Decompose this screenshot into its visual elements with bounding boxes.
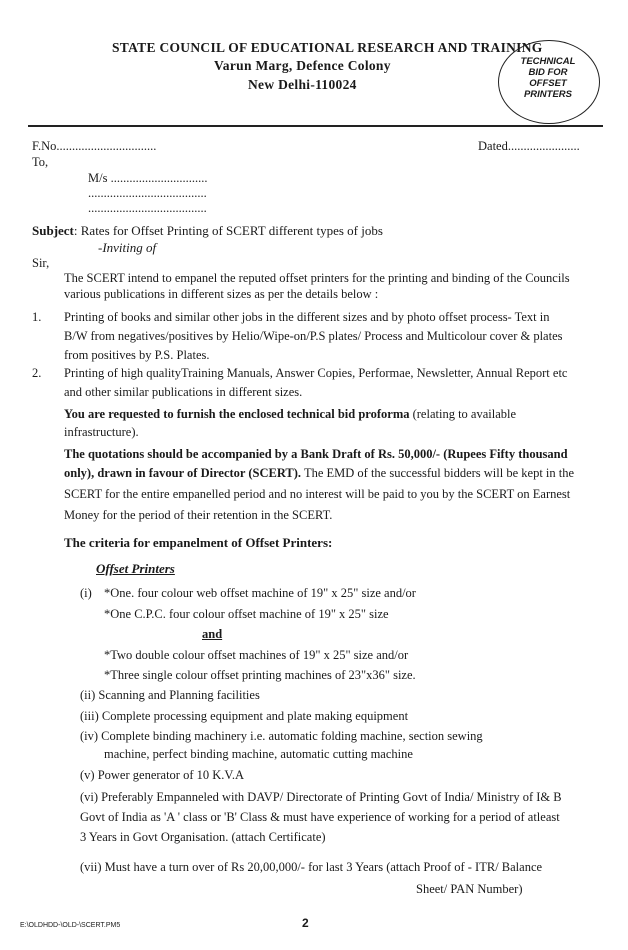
quotation-line-1: The quotations should be accompanied by a Bank Draft of Rs. 50,000/- (Rupees Fifty thousand — [64, 447, 568, 461]
subject-line: Subject: Rates for Offset Printing of SCERT different types of jobs — [32, 223, 383, 238]
to-label: To, — [32, 155, 49, 169]
file-path-footer: E:\OLDHDD-\OLD-\SCERT.PM5 — [20, 922, 121, 929]
criteria-vi-line-2: Govt of India as 'A ' class or 'B' Class & must have experience of working for a period of atleast — [80, 810, 560, 824]
criteria-vii-line-2: Sheet/ PAN Number) — [416, 882, 523, 896]
criteria-ii: (ii) Scanning and Planning facilities — [80, 688, 260, 702]
criteria-i-line-4: *Three single colour offset printing machines of 23"x36" size. — [104, 668, 416, 682]
criteria-vi-line-1: (vi) Preferably Empanneled with DAVP/ Directorate of Printing Govt of India/ Ministry of I& B — [80, 790, 562, 804]
subject-sub: -Inviting of — [98, 240, 157, 255]
request-line-1: You are requested to furnish the enclosed technical bid proforma (relating to available — [64, 407, 517, 421]
org-name: STATE COUNCIL OF EDUCATIONAL RESEARCH AND TRAINING — [112, 40, 543, 55]
address-line-2: New Delhi-110024 — [248, 77, 357, 92]
intro-line-1: The SCERT intend to empanel the reputed offset printers for the printing and binding of the Councils — [64, 271, 570, 285]
intro-line-2: various publications in different sizes as per the details below : — [64, 287, 379, 301]
quotation-line-3: SCERT for the entire empanelled period and no interest will be paid to you by the SCERT on Earnest — [64, 487, 571, 501]
criteria-vi-line-3: 3 Years in Govt Organisation. (attach Certificate) — [80, 830, 326, 844]
quotation-line-4: Money for the period of their retention in the SCERT. — [64, 508, 333, 522]
item-1-line-2: B/W from negatives/positives by Helio/Wipe-on/P.S plates/ Process and Multicolour cover & plates — [64, 329, 563, 343]
item-1-line-3: from positives by P.S. Plates. — [64, 348, 210, 362]
quotation-line-2: only), drawn in favour of Director (SCERT). The EMD of the successful bidders will be kept in the — [64, 466, 575, 480]
item-1-number: 1. — [32, 310, 42, 324]
item-1-line-1: Printing of books and similar other jobs in the different sizes and by photo offset process- Text in — [64, 310, 550, 324]
criteria-i-line-2: *One C.P.C. four colour offset machine of 19" x 25" size — [104, 607, 389, 621]
stamp-text: TECHNICAL BID FOR OFFSET PRINTERS — [520, 56, 576, 100]
item-2-line-1: Printing of high qualityTraining Manuals, Answer Copies, Performae, Newsletter, Annual Report etc — [64, 366, 568, 380]
criteria-i-line-3: *Two double colour offset machines of 19" x 25" size and/or — [104, 648, 409, 662]
dated-field: Dated....................... — [478, 139, 580, 153]
criteria-iii: (iii) Complete processing equipment and plate making equipment — [80, 709, 409, 723]
address-blank-2: ...................................... — [88, 201, 207, 215]
address-blank-1: ...................................... — [88, 186, 207, 200]
file-number: F.No................................ — [32, 139, 157, 153]
criteria-vii-line-1: (vii) Must have a turn over of Rs 20,00,000/- for last 3 Years (attach Proof of - ITR/ Balance — [80, 860, 543, 874]
criteria-i-line-1: *One. four colour web offset machine of 19" x 25" size and/or — [104, 586, 416, 600]
header-rule — [28, 125, 603, 127]
item-2-line-2: and other similar publications in different sizes. — [64, 385, 303, 399]
criteria-iv-line-2: machine, perfect binding machine, automatic cutting machine — [104, 747, 413, 761]
criteria-i-number: (i) — [80, 586, 92, 600]
address-line-1: Varun Marg, Defence Colony — [214, 58, 391, 73]
offset-printers-heading: Offset Printers — [96, 561, 175, 576]
criteria-heading: The criteria for empanelment of Offset Printers: — [64, 535, 333, 550]
ms-field: M/s ............................... — [88, 171, 208, 185]
criteria-v: (v) Power generator of 10 K.V.A — [80, 768, 244, 782]
request-line-2: infrastructure). — [64, 425, 139, 439]
item-2-number: 2. — [32, 366, 42, 380]
and-connector: and — [202, 627, 223, 641]
criteria-iv-line-1: (iv) Complete binding machinery i.e. automatic folding machine, section sewing — [80, 729, 483, 743]
salutation: Sir, — [32, 256, 50, 270]
page-number: 2 — [302, 916, 309, 930]
